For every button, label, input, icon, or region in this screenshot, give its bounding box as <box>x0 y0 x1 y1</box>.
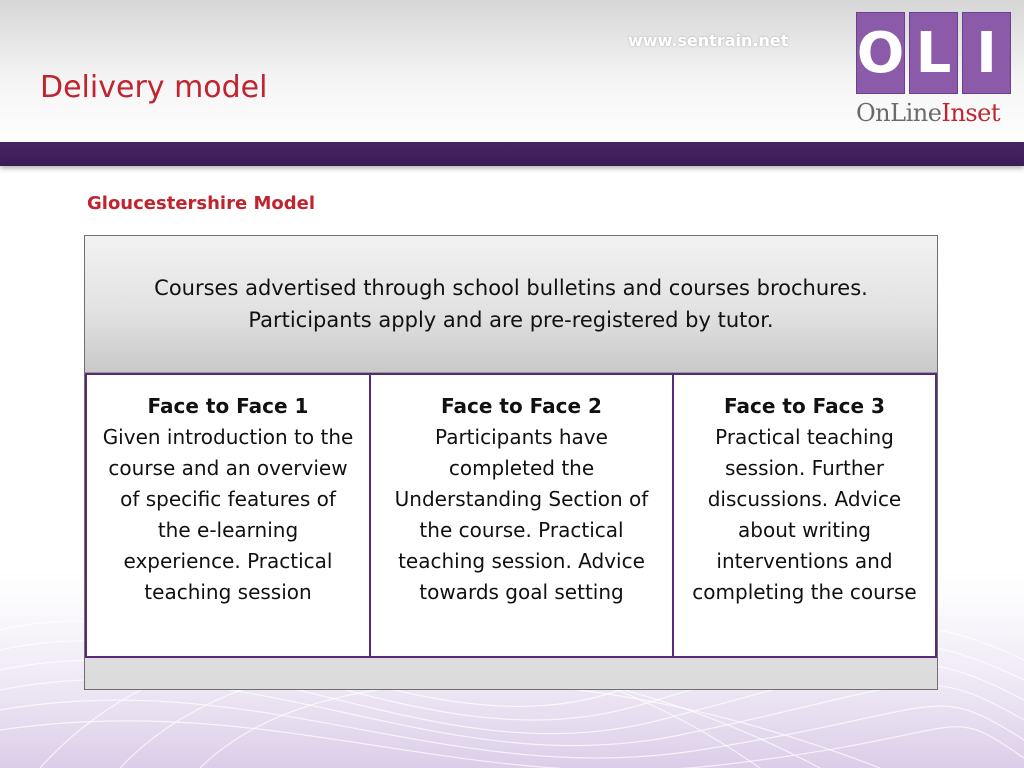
online-inset-logo <box>856 12 1012 140</box>
logo-letter-o: O <box>856 12 905 94</box>
session-card-2 <box>371 373 674 658</box>
session-body-1: Given introduction to the course and an overview of specific features of the e-learning experience. Practical teaching session <box>102 425 354 604</box>
session-body-3: Practical teaching session. Further discussions. Advice about writing interventions and completing the course <box>692 425 917 604</box>
section-heading: Gloucestershire Model <box>87 193 315 214</box>
logo-letter-i: I <box>962 12 1011 94</box>
intro-panel <box>85 236 937 373</box>
slide-title: Delivery model <box>40 70 268 105</box>
session-title-2: Face to Face 2 <box>441 394 602 418</box>
session-title-3: Face to Face 3 <box>724 394 885 418</box>
session-card-1 <box>85 373 371 658</box>
delivery-model-diagram <box>84 235 938 690</box>
logo-wordmark <box>856 100 1012 126</box>
session-body-2: Participants have completed the Understanding Section of the course. Practical teaching session. Advice towards goal setting <box>394 425 649 604</box>
website-link[interactable]: www.sentrain.net <box>628 31 789 50</box>
session-title-1: Face to Face 1 <box>147 394 309 418</box>
session-card-3 <box>674 373 937 658</box>
sessions-row <box>85 373 937 658</box>
logo-word-inset: Inset <box>941 99 1001 127</box>
intro-text: Courses advertised through school bulletins and courses brochures. Participants apply and are pre-registered by tutor. <box>154 276 868 332</box>
logo-word-online: OnLine <box>856 99 942 127</box>
header-divider-bar <box>0 142 1024 166</box>
logo-letter-l: L <box>909 12 958 94</box>
logo-letter-boxes <box>856 12 1012 94</box>
